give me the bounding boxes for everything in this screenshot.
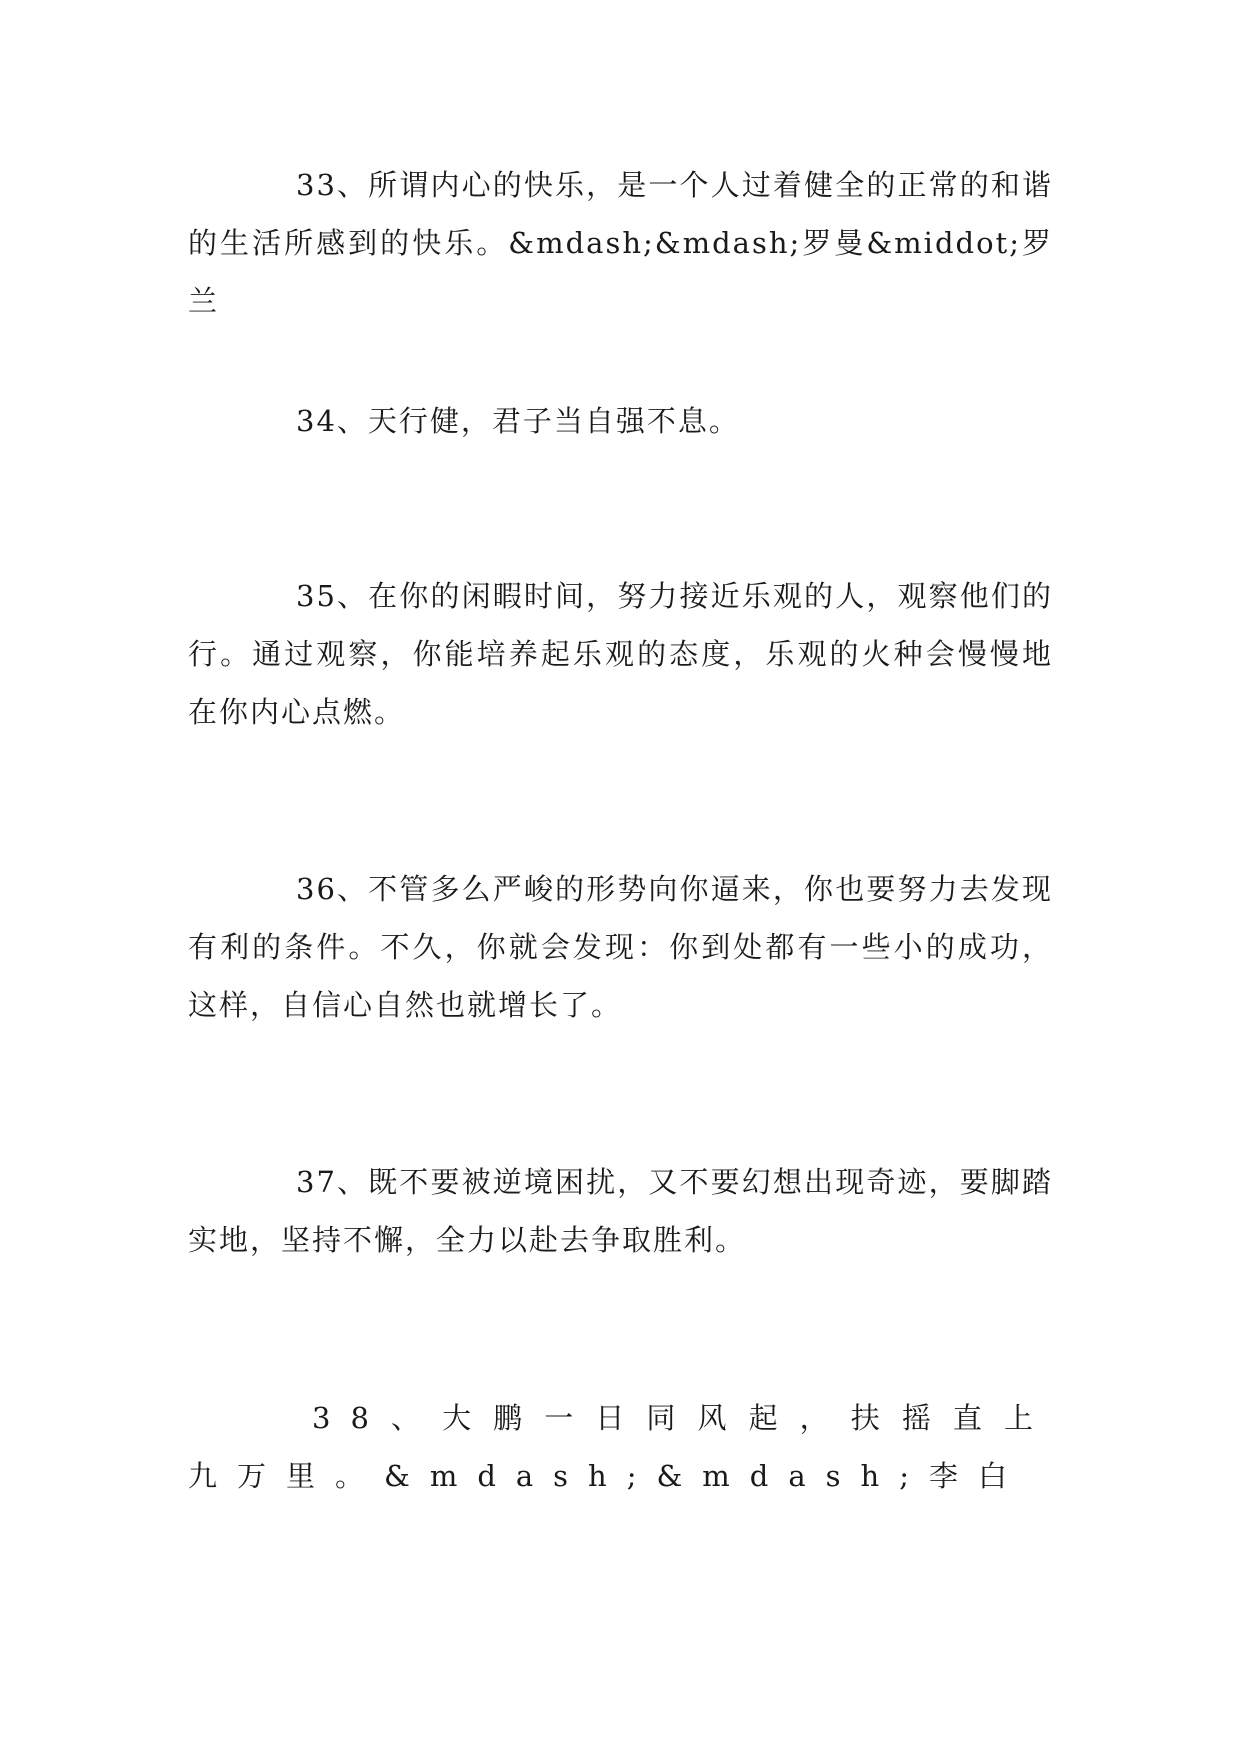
quote-paragraph-36: 36、不管多么严峻的形势向你逼来，你也要努力去发现有利的条件。不久，你就会发现：你到处都有一些小的成功，这样，自信心自然也就增长了。 bbox=[188, 872, 1053, 1022]
quote-paragraph-34: 34、天行健，君子当自强不息。 bbox=[296, 404, 740, 438]
quote-paragraph-37: 37、既不要被逆境困扰，又不要幻想出现奇迹，要脚踏实地，坚持不懈，全力以赴去争取胜利。 bbox=[188, 1165, 1053, 1257]
quote-paragraph-35: 35、在你的闲暇时间，努力接近乐观的人，观察他们的行。通过观察，你能培养起乐观的态度，乐观的火种会慢慢地在你内心点燃。 bbox=[188, 579, 1053, 729]
quote-paragraph-38: 38、大鹏一日同风起，扶摇直上九万里。&mdash;&mdash;李白 bbox=[188, 1401, 1053, 1493]
quote-paragraph-33: 33、所谓内心的快乐，是一个人过着健全的正常的和谐的生活所感到的快乐。&mdash;&mdash;罗曼&middot;罗兰 bbox=[188, 168, 1053, 318]
